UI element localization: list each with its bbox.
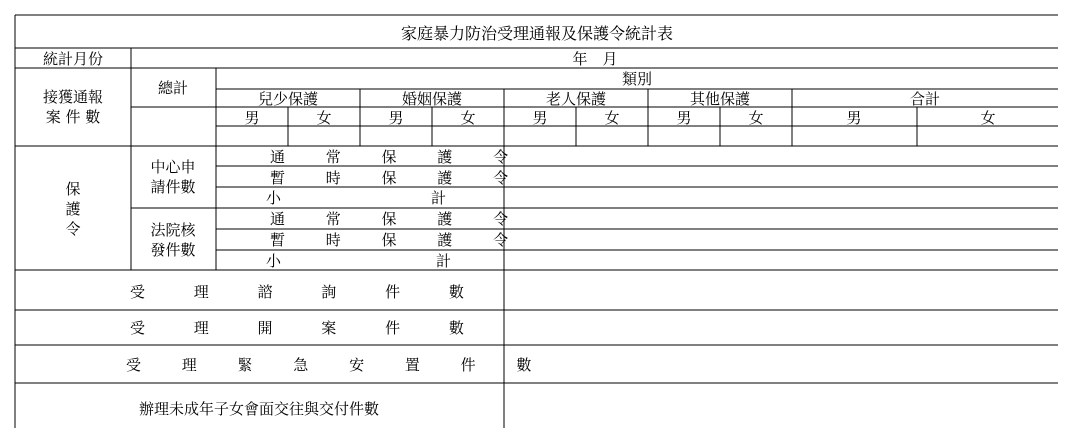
group-elder-protection: 老人保護 xyxy=(545,90,607,108)
category-label: 類別 xyxy=(621,70,653,88)
protection-order-label-3: 令 xyxy=(65,220,81,238)
reported-cases-label-line2: 案 件 數 xyxy=(45,108,101,126)
form-title: 家庭暴力防治受理通報及保護令統計表 xyxy=(400,24,674,43)
center-subtotal-small: 小 xyxy=(266,189,282,207)
sum-male: 男 xyxy=(846,109,862,127)
court-subtotal-total: 計 xyxy=(436,252,452,270)
child-female: 女 xyxy=(316,109,332,127)
group-marriage-protection: 婚姻保護 xyxy=(401,90,463,108)
group-sum: 合計 xyxy=(909,90,941,108)
center-normal-order: 通 常 保 護 令 xyxy=(270,148,527,166)
other-male: 男 xyxy=(676,109,692,127)
year-month-label: 年 月 xyxy=(572,50,618,68)
total-label: 總計 xyxy=(157,79,189,97)
marriage-female: 女 xyxy=(460,109,476,127)
other-female: 女 xyxy=(748,109,764,127)
group-other-protection: 其他保護 xyxy=(689,90,751,108)
center-temporary-order: 暫 時 保 護 令 xyxy=(270,169,527,187)
reported-cases-label-line1: 接獲通報 xyxy=(42,88,104,106)
protection-order-label-2: 護 xyxy=(65,200,81,218)
opened-cases-label: 受 理 開 案 件 數 xyxy=(130,319,486,337)
elder-female: 女 xyxy=(604,109,620,127)
sum-female: 女 xyxy=(980,109,996,127)
marriage-male: 男 xyxy=(388,109,404,127)
child-male: 男 xyxy=(244,109,260,127)
court-subtotal-small: 小 xyxy=(266,252,282,270)
center-subtotal-total: 計 xyxy=(431,189,447,207)
group-child-protection: 兒少保護 xyxy=(257,90,319,108)
center-application-label-1: 中心申 xyxy=(150,158,196,176)
center-application-label-2: 請件數 xyxy=(150,178,196,196)
elder-male: 男 xyxy=(532,109,548,127)
court-temporary-order: 暫 時 保 護 令 xyxy=(270,231,527,249)
protection-order-label-1: 保 xyxy=(65,180,81,198)
consultation-cases-label: 受 理 諮 詢 件 數 xyxy=(130,283,486,301)
emergency-placement-label: 受 理 緊 急 安 置 件 數 xyxy=(126,356,550,374)
court-normal-order: 通 常 保 護 令 xyxy=(270,210,527,228)
court-issued-label-2: 發件數 xyxy=(150,241,196,259)
court-issued-label-1: 法院核 xyxy=(150,221,196,239)
minor-visitation-label: 辦理未成年子女會面交往與交付件數 xyxy=(138,400,380,418)
statistics-month-label: 統計月份 xyxy=(42,50,104,68)
